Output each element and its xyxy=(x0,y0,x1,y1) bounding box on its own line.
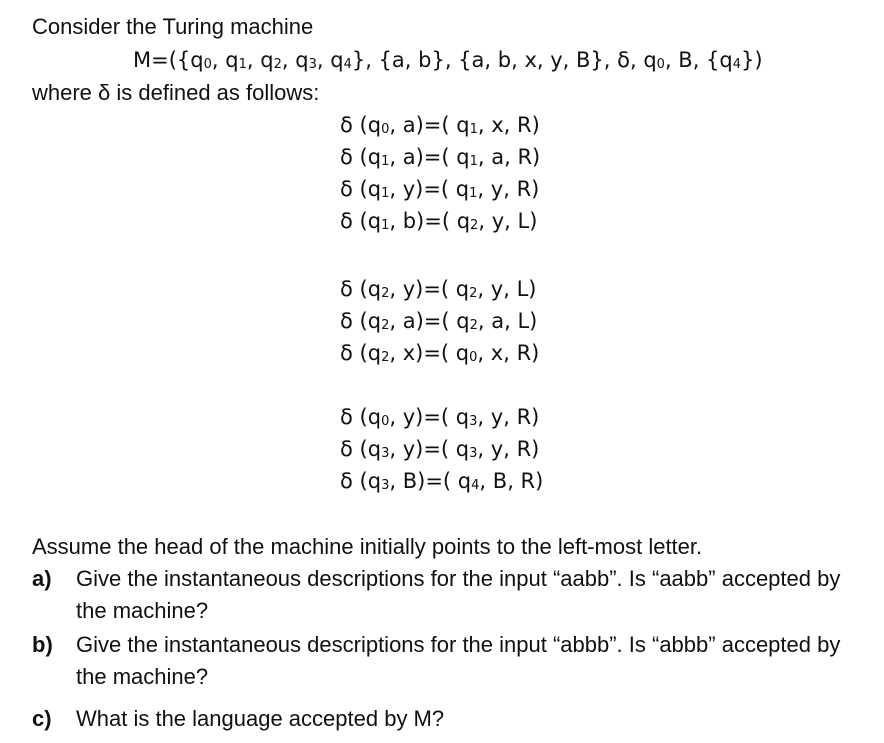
transition-row: δ ($q_0$, a)=( $q_1$, x, R) xyxy=(340,113,540,137)
where-text: where δ is defined as follows: xyxy=(32,80,320,105)
transition-row: δ ($q_2$, a)=( $q_2$, a, L) xyxy=(340,309,538,333)
transition-row: δ ($q_1$, a)=( $q_1$, a, R) xyxy=(340,145,541,169)
state-list: $q_0$, $q_1$, $q_2$, $q_3$, $q_4$ xyxy=(190,48,352,72)
assume-text: Assume the head of the machine initially points to the left-most letter. xyxy=(32,534,703,559)
transition-row: δ ($q_3$, B)=( $q_4$, B, R) xyxy=(340,469,544,493)
transition-row: δ ($q_1$, y)=( $q_1$, y, R) xyxy=(340,177,540,201)
transition-row: δ ($q_1$, b)=( $q_2$, y, L) xyxy=(340,209,538,233)
question-b-label: b) xyxy=(32,632,53,657)
question-a-label: a) xyxy=(32,566,52,591)
transition-row: δ ($q_0$, y)=( $q_3$, y, R) xyxy=(340,405,540,429)
intro-text: Consider the Turing machine xyxy=(32,14,314,39)
machine-definition: $M=(\{q_0$, $q_1$, $q_2$, $q_3$, $q_4$}, {a, b}, {a, b, x, y, B}, δ, $q_0$, B, $\{q_4\}$) xyxy=(133,48,763,72)
transition-row: δ ($q_2$, x)=( $q_0$, x, R) xyxy=(340,341,540,365)
transition-row: δ ($q_3$, y)=( $q_3$, y, R) xyxy=(340,437,540,461)
question-c-text: What is the language accepted by M? xyxy=(76,706,445,731)
question-c-label: c) xyxy=(32,706,52,731)
question-b-text: Give the instantaneous descriptions for the input “abbb”. Is “abbb” accepted by the machine? xyxy=(76,632,841,689)
question-a-text: Give the instantaneous descriptions for the input “aabb”. Is “aabb” accepted by the machine? xyxy=(76,566,841,623)
transition-row: δ ($q_2$, y)=( $q_2$, y, L) xyxy=(340,277,537,301)
